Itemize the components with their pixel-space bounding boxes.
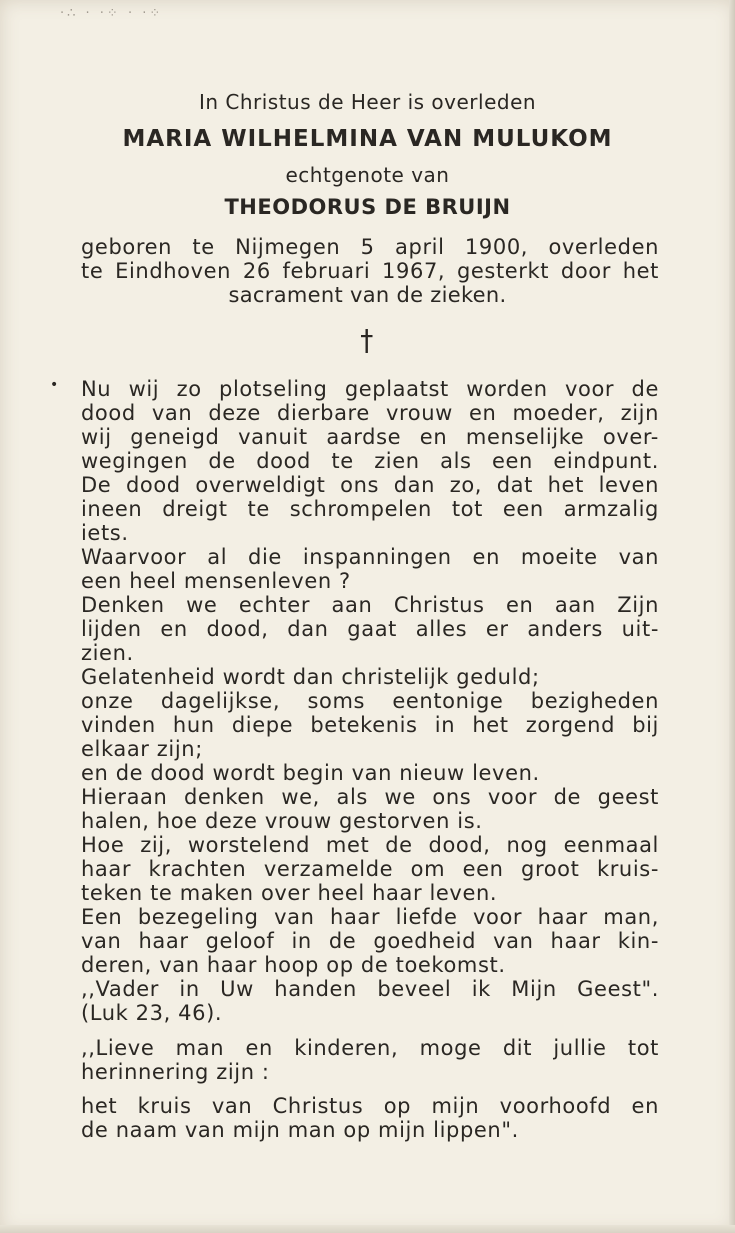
meditation-line: vinden hun diepe betekenis in het zorgend bij <box>81 713 659 737</box>
meditation-line: Nu wij zo plotseling geplaatst worden voor de <box>81 377 659 401</box>
meditation-line: haar krachten verzamelde om een groot kruis- <box>81 857 659 881</box>
meditation-line: ,,Vader in Uw handen beveel ik Mijn Geest". <box>81 977 659 1001</box>
farewell-line: het kruis van Christus op mijn voorhoofd en <box>81 1094 659 1118</box>
meditation-line: zien. <box>81 641 134 665</box>
spouse-intro: echtgenote van <box>285 163 450 187</box>
cross-icon <box>359 328 375 354</box>
meditation-line: lijden en dood, dan gaat alles er anders uit- <box>81 617 659 641</box>
meditation-line: dood van deze dierbare vrouw en moeder, zijn <box>81 401 659 425</box>
meditation-line: Gelatenheid wordt dan christelijk geduld; <box>81 665 540 689</box>
card-edge-bottom <box>0 1225 735 1233</box>
birth-death-line: geboren te Nijmegen 5 april 1900, overleden <box>81 235 659 259</box>
meditation-line: Een bezegeling van haar liefde voor haar man, <box>81 905 659 929</box>
farewell-line: herinnering zijn : <box>81 1060 270 1084</box>
meditation-line: iets. <box>81 521 129 545</box>
speck-mark: • <box>50 377 59 393</box>
meditation-line: elkaar zijn; <box>81 737 203 761</box>
birth-death-line: te Eindhoven 26 februari 1967, gesterkt door het <box>81 259 659 283</box>
header-line: In Christus de Heer is overleden <box>198 90 537 114</box>
meditation-line: halen, hoe deze vrouw gestorven is. <box>81 809 483 833</box>
farewell-line: de naam van mijn man op mijn lippen". <box>81 1118 519 1142</box>
meditation-line: Hieraan denken we, als we ons voor de geest <box>81 785 659 809</box>
meditation-line: en de dood wordt begin van nieuw leven. <box>81 761 540 785</box>
birth-death-line: sacrament van de zieken. <box>228 283 507 307</box>
meditation-line: van haar geloof in de goedheid van haar kin- <box>81 929 659 953</box>
meditation-line: wij geneigd vanuit aardse en menselijke over- <box>81 425 659 449</box>
meditation-line: (Luk 23, 46). <box>81 1001 223 1025</box>
spouse-name: THEODORUS DE BRUIJN <box>224 195 511 219</box>
meditation-line: teken te maken over heel haar leven. <box>81 881 498 905</box>
deceased-name: MARIA WILHELMINA VAN MULUKOM <box>122 126 613 152</box>
paper-stain: ·∴ · ·⁘ · ·⁘ <box>60 6 164 21</box>
meditation-line: ineen dreigt te schrompelen tot een armzalig <box>81 497 659 521</box>
meditation-line: De dood overweldigt ons dan zo, dat het leven <box>81 473 659 497</box>
meditation-line: een heel mensenleven ? <box>81 569 351 593</box>
meditation-line: Waarvoor al die inspanningen en moeite van <box>81 545 659 569</box>
meditation-line: Denken we echter aan Christus en aan Zijn <box>81 593 659 617</box>
meditation-line: wegingen de dood te zien als een eindpunt. <box>81 449 659 473</box>
meditation-line: onze dagelijkse, soms eentonige bezigheden <box>81 689 659 713</box>
meditation-line: Hoe zij, worstelend met de dood, nog eenmaal <box>81 833 659 857</box>
meditation-line: deren, van haar hoop op de toekomst. <box>81 953 506 977</box>
farewell-line: ,,Lieve man en kinderen, moge dit jullie tot <box>81 1036 659 1060</box>
